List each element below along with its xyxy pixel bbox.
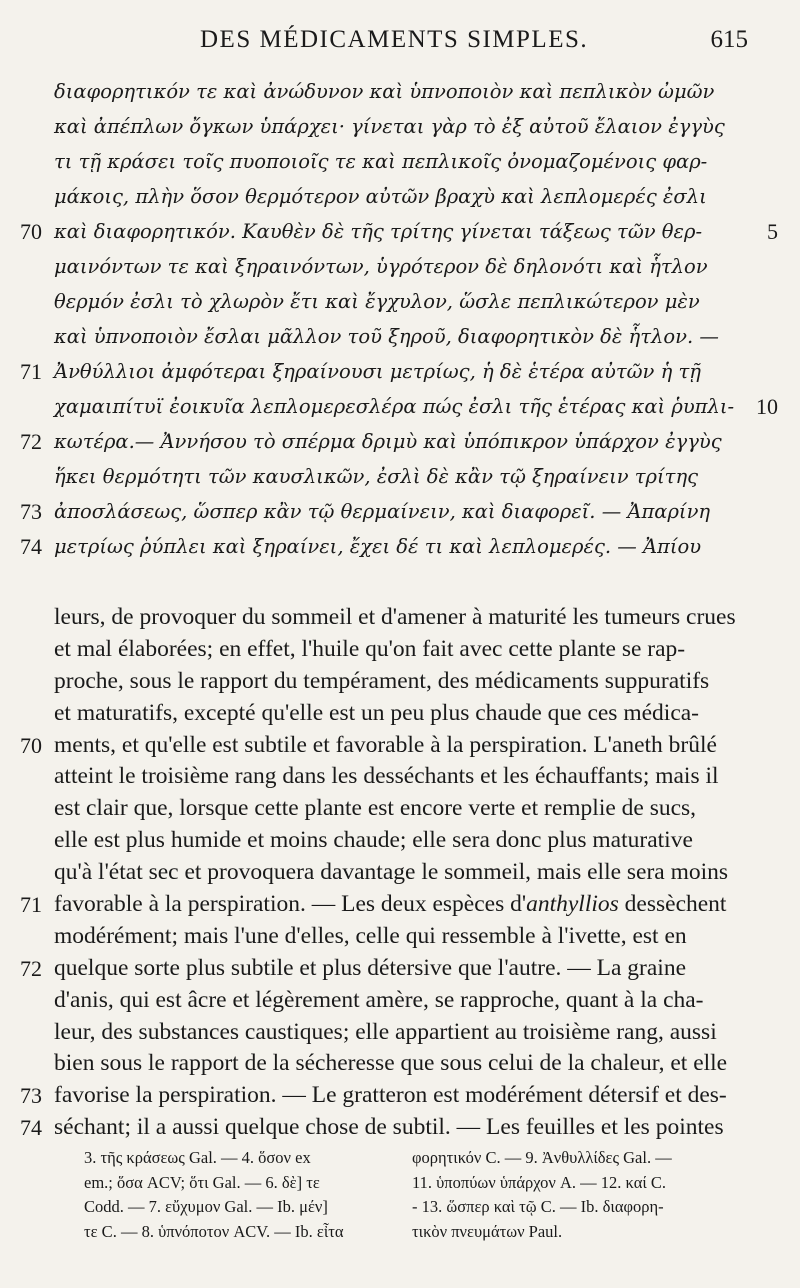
- french-line: [0, 921, 800, 953]
- text-run: favorable à la perspiration. — Les deux espèces d': [54, 891, 527, 918]
- french-line-text: [54, 634, 685, 666]
- french-line-text: [54, 793, 696, 825]
- text-run: et maturatifs, excepté qu'elle est un peu plus chaude que ces médica-: [54, 699, 699, 726]
- footnote-line: φορητικόν C. — 9. Ἀνθυλλίδες Gal. —: [412, 1148, 672, 1167]
- greek-line-text: τι τῇ κράσει τοῖς πυοποιοῖς τε καὶ πεπλικοῖς ὀνομαζομένοις φαρ-: [54, 150, 708, 173]
- greek-line: [0, 529, 800, 564]
- text-run: est clair que, lorsque cette plante est encore verte et remplie de sucs,: [54, 795, 697, 822]
- line-number: 70: [20, 219, 42, 244]
- running-title: DES MÉDICAMENTS SIMPLES.: [200, 26, 589, 53]
- page-number: 615: [710, 26, 748, 53]
- greek-line-text: ἀποσλάσεως, ὥσπερ κἂν τῷ θερμαίνειν, καὶ διαφορεῖ. — Ἀπαρίνη: [54, 500, 711, 523]
- line-number: 72: [20, 429, 42, 454]
- greek-line-text: καὶ διαφορητικόν. Καυθὲν δὲ τῆς τρίτης γίνεται τάξεως τῶν θερ-: [54, 220, 703, 243]
- greek-line-text: καὶ ἀπέπλων ὄγκων ὑπάρχει· γίνεται γὰρ τὸ ἐξ αὐτοῦ ἔλαιον ἐγγὺς: [54, 115, 725, 138]
- text-run: proche, sous le rapport du tempérament, des médicaments suppuratifs: [54, 667, 710, 694]
- french-line: [0, 857, 800, 889]
- footnote-line: 11. ὑποπύων ὑπάρχον A. — 12. καί C.: [412, 1172, 667, 1192]
- text-run: elle est plus humide et moins chaude; elle sera donc plus maturative: [54, 827, 693, 854]
- french-line-text: [54, 1080, 727, 1112]
- text-run: séchant; il a aussi quelque chose de subtil. — Les feuilles et les pointes: [54, 1114, 724, 1141]
- french-line: [0, 698, 800, 730]
- text-run: dessèchent: [618, 891, 727, 918]
- greek-line: [0, 319, 800, 354]
- greek-text-block: [0, 74, 800, 564]
- line-number: 72: [20, 955, 42, 981]
- footnote-line: Codd. — 7. εὔχυμον Gal. — Ib. μέν]: [84, 1197, 328, 1216]
- french-line-text: [54, 761, 719, 793]
- line-number: 71: [20, 892, 42, 918]
- french-line-text: [54, 698, 699, 730]
- french-line: [0, 761, 800, 793]
- greek-line-text: χαμαιπίτυϊ ἐοικυῖα λεπλομερεσλέρα πώς ἐσλι τῆς ἑτέρας καὶ ῥυπλι-: [54, 395, 735, 418]
- text-run: atteint le troisième rang dans les desséchants et les échauffants; mais il: [54, 763, 719, 790]
- footnote-line: 3. τῆς κράσεως Gal. — 4. ὅσον ex: [84, 1148, 311, 1167]
- french-line: [0, 666, 800, 698]
- french-line: [0, 730, 800, 762]
- french-line: [0, 1112, 800, 1144]
- footnote-line: em.; ὅσα ACV; ὅτι Gal. — 6. δὲ] τε: [84, 1172, 320, 1192]
- greek-line: [0, 74, 800, 109]
- text-run: bien sous le rapport de la sécheresse que sous celui de la chaleur, et elle: [54, 1050, 728, 1077]
- greek-line: [0, 109, 800, 144]
- text-run: leur, des substances caustiques; elle appartient au troisième rang, aussi: [54, 1018, 717, 1045]
- french-line: [0, 1017, 800, 1049]
- greek-line: [0, 424, 800, 459]
- page-header: [0, 26, 800, 66]
- french-line-text: [54, 602, 736, 634]
- text-run: qu'à l'état sec et provoquera davantage le sommeil, mais elle sera moins: [54, 859, 729, 886]
- footnote-line: τε C. — 8. ὑπνόποτον ACV. — Ib. εἶτα: [84, 1221, 344, 1241]
- french-line-text: [54, 921, 687, 953]
- french-line-text: [54, 825, 693, 857]
- french-line: [0, 602, 800, 634]
- french-line-text: [54, 857, 728, 889]
- french-line: [0, 889, 800, 921]
- french-line-text: [54, 953, 686, 985]
- greek-line-text: Ἀνθύλλιοι ἀμφότεραι ξηραίνουσι μετρίως, ἡ δὲ ἑτέρα αὐτῶν ἡ τῇ: [54, 360, 701, 383]
- footnotes-right-column: [412, 1146, 772, 1244]
- french-line: [0, 953, 800, 985]
- greek-line: [0, 494, 800, 529]
- greek-line: [0, 179, 800, 214]
- text-run: modérément; mais l'une d'elles, celle qui ressemble à l'ivette, est en: [54, 922, 687, 949]
- footnote-line: - 13. ὥσπερ καὶ τῷ C. — Ib. διαφορη-: [412, 1197, 664, 1216]
- greek-line-text: μαινόντων τε καὶ ξηραινόντων, ὑγρότερον δὲ δηλονότι καὶ ἧτλον: [54, 255, 708, 278]
- greek-line: [0, 354, 800, 389]
- text-run: et mal élaborées; en effet, l'huile qu'on fait avec cette plante se rap-: [54, 635, 686, 662]
- french-translation-block: [0, 602, 800, 1144]
- line-number: 74: [20, 1115, 42, 1141]
- line-number: 70: [20, 732, 42, 758]
- text-run: d'anis, qui est âcre et légèrement amère, se rapproche, quant à la cha-: [54, 986, 704, 1013]
- french-line-text: [54, 889, 726, 921]
- greek-line-text: ἥκει θερμότητι τῶν καυσλικῶν, ἐσλὶ δὲ κἂν τῷ ξηραίνειν τρίτης: [54, 465, 699, 488]
- right-line-number: 10: [756, 394, 778, 419]
- line-number: 73: [20, 499, 42, 524]
- greek-line-text: κωτέρα.— Ἀννήσου τὸ σπέρμα δριμὺ καὶ ὑπόπικρον ὑπάρχον ἐγγὺς: [54, 430, 722, 453]
- french-line: [0, 634, 800, 666]
- line-number: 74: [20, 534, 42, 559]
- greek-line: [0, 284, 800, 319]
- french-line-text: [54, 1048, 727, 1080]
- greek-line-text: καὶ ὑπνοποιὸν ἔσλαι μᾶλλον τοῦ ξηροῦ, διαφορητικὸν δὲ ἧτλον. —: [54, 325, 719, 348]
- french-line: [0, 825, 800, 857]
- french-line: [0, 1048, 800, 1080]
- greek-line-text: μάκοις, πλὴν ὅσον θερμότερον αὐτῶν βραχὺ καὶ λεπλομερές ἐσλι: [54, 185, 707, 208]
- french-line-text: [54, 1017, 717, 1049]
- text-run: leurs, de provoquer du sommeil et d'amener à maturité les tumeurs crues: [54, 604, 736, 630]
- italic-term: anthyllios: [526, 891, 619, 918]
- greek-line: [0, 459, 800, 494]
- line-number: 73: [20, 1083, 42, 1109]
- greek-line: [0, 144, 800, 179]
- greek-line: [0, 214, 800, 249]
- french-line-text: [54, 1112, 724, 1144]
- greek-line-text: μετρίως ῥύπλει καὶ ξηραίνει, ἔχει δέ τι καὶ λεπλομερές. — Ἀπίου: [54, 535, 702, 558]
- french-line-text: [54, 730, 717, 762]
- french-line: [0, 793, 800, 825]
- french-line-text: [54, 985, 704, 1017]
- french-line-text: [54, 666, 709, 698]
- text-run: quelque sorte plus subtile et plus détersive que l'autre. — La graine: [54, 954, 687, 981]
- line-number: 71: [20, 359, 42, 384]
- greek-line-text: διαφορητικόν τε καὶ ἀνώδυνον καὶ ὑπνοποιὸν καὶ πεπλικὸν ὠμῶν: [54, 80, 715, 103]
- footnote-line: τικὸν πνευμάτων Paul.: [412, 1221, 563, 1241]
- french-line: [0, 985, 800, 1017]
- footnotes-left-column: [84, 1146, 384, 1244]
- text-run: ments, et qu'elle est subtile et favorable à la perspiration. L'aneth brûlé: [54, 731, 717, 758]
- greek-line: [0, 249, 800, 284]
- right-line-number: 5: [767, 219, 778, 244]
- greek-line: [0, 389, 800, 424]
- french-line: [0, 1080, 800, 1112]
- text-run: favorise la perspiration. — Le gratteron est modérément détersif et des-: [54, 1082, 727, 1109]
- greek-line-text: θερμόν ἐσλι τὸ χλωρὸν ἔτι καὶ ἔγχυλον, ὥσλε πεπλικώτερον μὲν: [54, 290, 700, 313]
